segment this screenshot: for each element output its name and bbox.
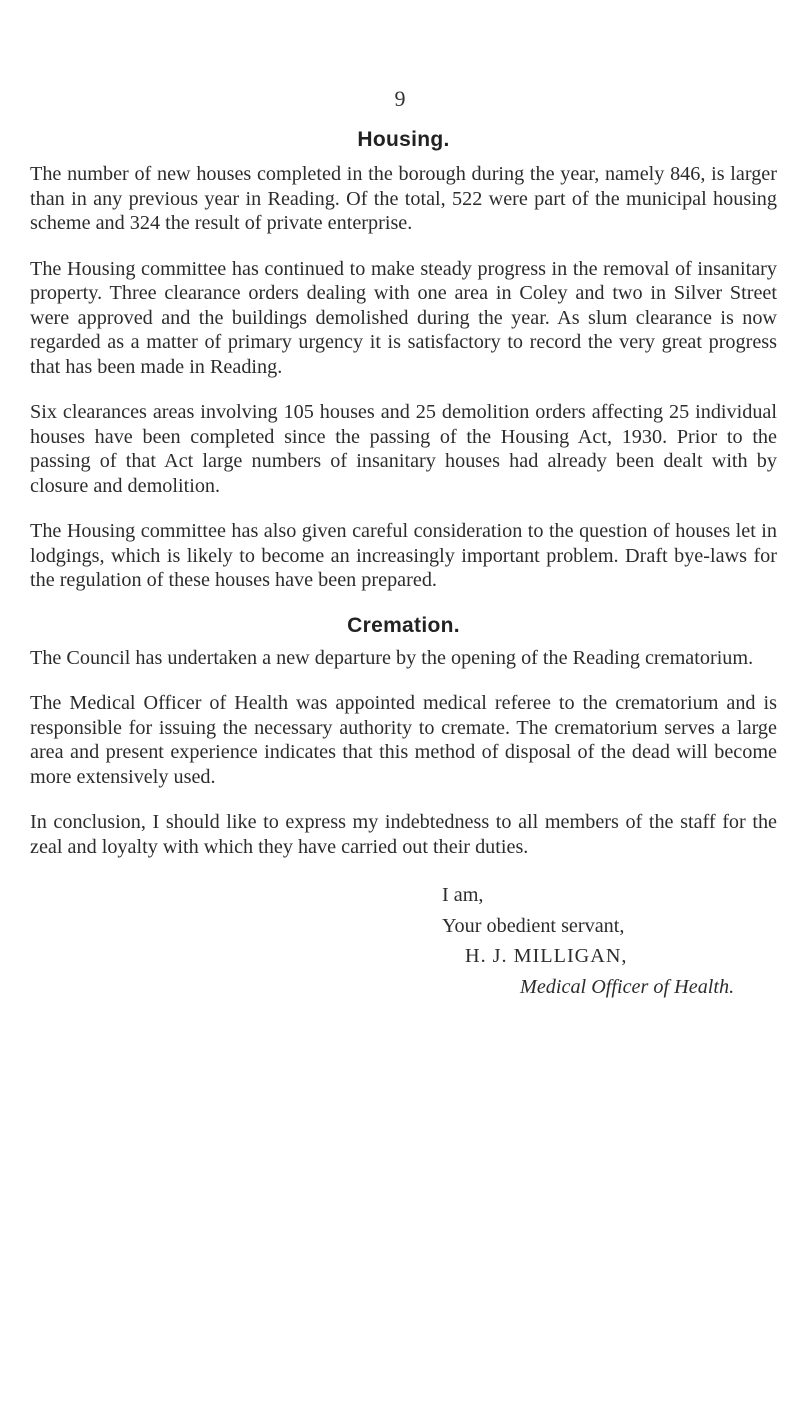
paragraph: The Housing committee has continued to make steady progress in the removal of insanitary property. Three clearance orders dealing with one area in Coley and two in Silver Street were approved and the buildings demolished during the year. As slum clearance is now regarded as a matter of primary urgency it is satisfactory to record the very great progress that has been made in Reading. xyxy=(30,257,777,378)
signoff-closing: Your obedient servant, xyxy=(442,914,625,937)
paragraph: The number of new houses completed in the borough during the year, namely 846, is larger than in any previous year in Reading. Of the total, 522 were part of the municipal housing scheme and 324 the result of private enterprise. xyxy=(30,163,777,234)
section-heading-housing: Housing. xyxy=(357,128,450,151)
signoff-name: H. J. MILLIGAN, xyxy=(465,945,628,967)
paragraph: The Medical Officer of Health was appointed medical referee to the crematorium and is responsible for issuing the necessary authority to cremate. The crematorium serves a large area and present experience indicates that this method of disposal of the dead will become more extensively used. xyxy=(30,692,777,788)
paragraph: The Council has undertaken a new departure by the opening of the Reading crematorium. xyxy=(30,646,754,669)
signoff-title: Medical Officer of Health. xyxy=(520,975,735,998)
signoff-greeting: I am, xyxy=(442,884,484,906)
paragraph: Six clearances areas involving 105 houses and 25 demolition orders affecting 25 individual houses have been completed since the passing of the Housing Act, 1930. Prior to the passing of that Act large numbers of insanitary houses had already been dealt with by closure and demolition. xyxy=(30,401,777,497)
section-heading-cremation: Cremation. xyxy=(347,613,460,637)
signature-block xyxy=(30,880,777,1002)
page-number: 9 xyxy=(394,86,406,111)
paragraph: The Housing committee has also given careful consideration to the question of houses let in lodgings, which is likely to become an increasingly important problem. Draft bye-laws for the regulation of these houses have been prepared. xyxy=(30,520,777,591)
paragraph: In conclusion, I should like to express my indebtedness to all members of the staff for the zeal and loyalty with which they have carried out their duties. xyxy=(30,811,777,858)
document-body xyxy=(30,128,777,1002)
